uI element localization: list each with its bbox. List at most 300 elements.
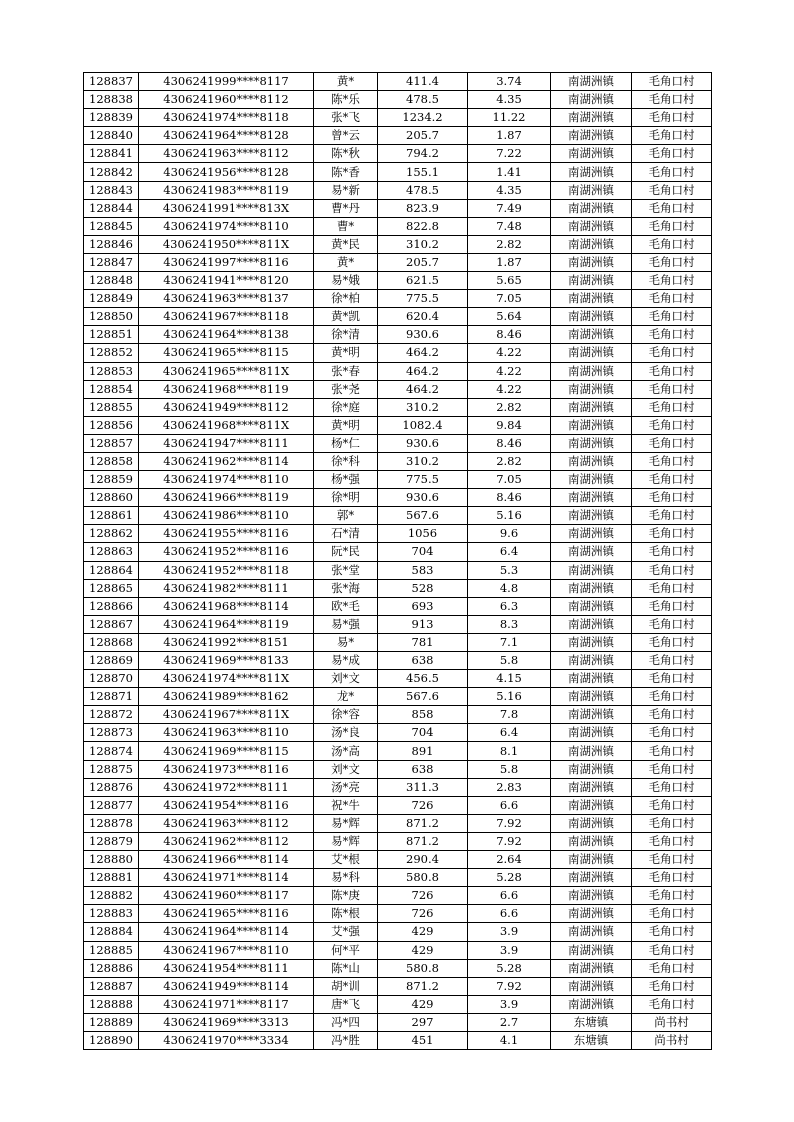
town-cell: 南湖洲镇 — [551, 706, 632, 724]
id-card-number-cell: 4306241960****8112 — [139, 91, 314, 109]
town-cell: 南湖洲镇 — [551, 127, 632, 145]
row-number-cell: 128851 — [84, 326, 139, 344]
id-card-number-cell: 4306241972****8111 — [139, 778, 314, 796]
area-cell: 429 — [378, 995, 468, 1013]
name-cell: 石*清 — [314, 525, 378, 543]
id-card-number-cell: 4306241960****8117 — [139, 887, 314, 905]
id-card-number-cell: 4306241986****8110 — [139, 507, 314, 525]
table-row — [84, 851, 712, 869]
area-cell: 871.2 — [378, 832, 468, 850]
row-number-cell: 128855 — [84, 398, 139, 416]
id-card-number-cell: 4306241967****8110 — [139, 941, 314, 959]
name-cell: 易*科 — [314, 869, 378, 887]
table-row — [84, 181, 712, 199]
town-cell: 南湖洲镇 — [551, 471, 632, 489]
name-cell: 张*飞 — [314, 109, 378, 127]
row-number-cell: 128842 — [84, 163, 139, 181]
area-cell: 704 — [378, 543, 468, 561]
id-card-number-cell: 4306241969****8115 — [139, 742, 314, 760]
table-row — [84, 814, 712, 832]
name-cell: 黄*凯 — [314, 308, 378, 326]
id-card-number-cell: 4306241955****8116 — [139, 525, 314, 543]
area-cell: 930.6 — [378, 434, 468, 452]
village-cell: 毛角口村 — [632, 561, 712, 579]
row-number-cell: 128862 — [84, 525, 139, 543]
town-cell: 南湖洲镇 — [551, 253, 632, 271]
table-row — [84, 1031, 712, 1049]
name-cell: 徐*明 — [314, 489, 378, 507]
village-cell: 毛角口村 — [632, 543, 712, 561]
amount-cell: 7.92 — [468, 832, 551, 850]
amount-cell: 3.9 — [468, 923, 551, 941]
area-cell: 913 — [378, 615, 468, 633]
village-cell: 毛角口村 — [632, 489, 712, 507]
area-cell: 310.2 — [378, 452, 468, 470]
area-cell: 478.5 — [378, 91, 468, 109]
row-number-cell: 128853 — [84, 362, 139, 380]
village-cell: 尚书村 — [632, 1013, 712, 1031]
id-card-number-cell: 4306241982****8111 — [139, 579, 314, 597]
table-row — [84, 832, 712, 850]
table-row — [84, 507, 712, 525]
village-cell: 毛角口村 — [632, 380, 712, 398]
row-number-cell: 128873 — [84, 724, 139, 742]
area-cell: 726 — [378, 887, 468, 905]
table-row — [84, 977, 712, 995]
name-cell: 黄* — [314, 73, 378, 91]
town-cell: 南湖洲镇 — [551, 507, 632, 525]
row-number-cell: 128885 — [84, 941, 139, 959]
town-cell: 南湖洲镇 — [551, 724, 632, 742]
village-cell: 毛角口村 — [632, 145, 712, 163]
amount-cell: 1.87 — [468, 127, 551, 145]
village-cell: 毛角口村 — [632, 597, 712, 615]
town-cell: 南湖洲镇 — [551, 181, 632, 199]
table-row — [84, 416, 712, 434]
area-cell: 930.6 — [378, 489, 468, 507]
row-number-cell: 128841 — [84, 145, 139, 163]
table-row — [84, 633, 712, 651]
table-row — [84, 905, 712, 923]
amount-cell: 7.8 — [468, 706, 551, 724]
amount-cell: 7.22 — [468, 145, 551, 163]
area-cell: 620.4 — [378, 308, 468, 326]
row-number-cell: 128869 — [84, 652, 139, 670]
town-cell: 南湖洲镇 — [551, 923, 632, 941]
town-cell: 南湖洲镇 — [551, 778, 632, 796]
row-number-cell: 128875 — [84, 760, 139, 778]
row-number-cell: 128867 — [84, 615, 139, 633]
area-cell: 781 — [378, 633, 468, 651]
town-cell: 南湖洲镇 — [551, 796, 632, 814]
id-card-number-cell: 4306241963****8110 — [139, 724, 314, 742]
village-cell: 毛角口村 — [632, 706, 712, 724]
id-card-number-cell: 4306241983****8119 — [139, 181, 314, 199]
id-card-number-cell: 4306241997****8116 — [139, 253, 314, 271]
amount-cell: 1.87 — [468, 253, 551, 271]
area-cell: 794.2 — [378, 145, 468, 163]
table-row — [84, 253, 712, 271]
amount-cell: 5.16 — [468, 507, 551, 525]
area-cell: 310.2 — [378, 235, 468, 253]
name-cell: 冯*四 — [314, 1013, 378, 1031]
table-row — [84, 471, 712, 489]
row-number-cell: 128852 — [84, 344, 139, 362]
village-cell: 毛角口村 — [632, 471, 712, 489]
village-cell: 毛角口村 — [632, 434, 712, 452]
name-cell: 徐*庭 — [314, 398, 378, 416]
amount-cell: 7.48 — [468, 217, 551, 235]
village-cell: 毛角口村 — [632, 525, 712, 543]
village-cell: 毛角口村 — [632, 652, 712, 670]
name-cell: 张*尧 — [314, 380, 378, 398]
id-card-number-cell: 4306241968****811X — [139, 416, 314, 434]
town-cell: 南湖洲镇 — [551, 145, 632, 163]
id-card-number-cell: 4306241991****813X — [139, 199, 314, 217]
row-number-cell: 128847 — [84, 253, 139, 271]
id-card-number-cell: 4306241968****8114 — [139, 597, 314, 615]
amount-cell: 3.9 — [468, 941, 551, 959]
village-cell: 毛角口村 — [632, 217, 712, 235]
village-cell: 毛角口村 — [632, 869, 712, 887]
area-cell: 464.2 — [378, 344, 468, 362]
table-row — [84, 398, 712, 416]
id-card-number-cell: 4306241952****8118 — [139, 561, 314, 579]
name-cell: 阮*民 — [314, 543, 378, 561]
id-card-number-cell: 4306241947****8111 — [139, 434, 314, 452]
town-cell: 南湖洲镇 — [551, 272, 632, 290]
amount-cell: 2.83 — [468, 778, 551, 796]
amount-cell: 6.4 — [468, 724, 551, 742]
area-cell: 290.4 — [378, 851, 468, 869]
amount-cell: 8.1 — [468, 742, 551, 760]
area-cell: 822.8 — [378, 217, 468, 235]
town-cell: 南湖洲镇 — [551, 959, 632, 977]
town-cell: 南湖洲镇 — [551, 652, 632, 670]
amount-cell: 11.22 — [468, 109, 551, 127]
name-cell: 艾*强 — [314, 923, 378, 941]
id-card-number-cell: 4306241969****8133 — [139, 652, 314, 670]
village-cell: 毛角口村 — [632, 959, 712, 977]
name-cell: 陈*乐 — [314, 91, 378, 109]
amount-cell: 7.49 — [468, 199, 551, 217]
amount-cell: 7.1 — [468, 633, 551, 651]
table-row — [84, 326, 712, 344]
row-number-cell: 128886 — [84, 959, 139, 977]
row-number-cell: 128848 — [84, 272, 139, 290]
village-cell: 毛角口村 — [632, 344, 712, 362]
table-row — [84, 91, 712, 109]
name-cell: 黄* — [314, 253, 378, 271]
row-number-cell: 128877 — [84, 796, 139, 814]
table-row — [84, 742, 712, 760]
amount-cell: 7.05 — [468, 471, 551, 489]
area-cell: 478.5 — [378, 181, 468, 199]
table-row — [84, 652, 712, 670]
amount-cell: 9.84 — [468, 416, 551, 434]
table-row — [84, 1013, 712, 1031]
table-row — [84, 489, 712, 507]
village-cell: 毛角口村 — [632, 633, 712, 651]
row-number-cell: 128838 — [84, 91, 139, 109]
id-card-number-cell: 4306241954****8116 — [139, 796, 314, 814]
town-cell: 南湖洲镇 — [551, 688, 632, 706]
table-row — [84, 344, 712, 362]
id-card-number-cell: 4306241956****8128 — [139, 163, 314, 181]
row-number-cell: 128871 — [84, 688, 139, 706]
row-number-cell: 128888 — [84, 995, 139, 1013]
town-cell: 南湖洲镇 — [551, 525, 632, 543]
village-cell: 毛角口村 — [632, 398, 712, 416]
table-row — [84, 434, 712, 452]
row-number-cell: 128882 — [84, 887, 139, 905]
area-cell: 464.2 — [378, 362, 468, 380]
town-cell: 南湖洲镇 — [551, 91, 632, 109]
town-cell: 南湖洲镇 — [551, 615, 632, 633]
table-row — [84, 615, 712, 633]
id-card-number-cell: 4306241973****8116 — [139, 760, 314, 778]
village-cell: 毛角口村 — [632, 796, 712, 814]
amount-cell: 2.7 — [468, 1013, 551, 1031]
name-cell: 陈*庚 — [314, 887, 378, 905]
amount-cell: 6.3 — [468, 597, 551, 615]
id-card-number-cell: 4306241949****8114 — [139, 977, 314, 995]
town-cell: 南湖洲镇 — [551, 380, 632, 398]
amount-cell: 4.35 — [468, 91, 551, 109]
id-card-number-cell: 4306241962****8112 — [139, 832, 314, 850]
name-cell: 刘*文 — [314, 760, 378, 778]
table-row — [84, 362, 712, 380]
id-card-number-cell: 4306241964****8114 — [139, 923, 314, 941]
town-cell: 南湖洲镇 — [551, 887, 632, 905]
row-number-cell: 128879 — [84, 832, 139, 850]
area-cell: 871.2 — [378, 977, 468, 995]
data-table — [83, 72, 712, 1050]
village-cell: 毛角口村 — [632, 977, 712, 995]
amount-cell: 5.28 — [468, 959, 551, 977]
id-card-number-cell: 4306241974****8110 — [139, 471, 314, 489]
id-card-number-cell: 4306241970****3334 — [139, 1031, 314, 1049]
area-cell: 297 — [378, 1013, 468, 1031]
name-cell: 陈*山 — [314, 959, 378, 977]
area-cell: 726 — [378, 796, 468, 814]
row-number-cell: 128866 — [84, 597, 139, 615]
area-cell: 1234.2 — [378, 109, 468, 127]
name-cell: 易*辉 — [314, 814, 378, 832]
village-cell: 毛角口村 — [632, 199, 712, 217]
row-number-cell: 128863 — [84, 543, 139, 561]
amount-cell: 8.3 — [468, 615, 551, 633]
village-cell: 毛角口村 — [632, 995, 712, 1013]
table-row — [84, 688, 712, 706]
village-cell: 毛角口村 — [632, 724, 712, 742]
name-cell: 祝*牛 — [314, 796, 378, 814]
town-cell: 南湖洲镇 — [551, 434, 632, 452]
amount-cell: 6.6 — [468, 796, 551, 814]
id-card-number-cell: 4306241941****8120 — [139, 272, 314, 290]
row-number-cell: 128874 — [84, 742, 139, 760]
table-row — [84, 543, 712, 561]
name-cell: 陈*香 — [314, 163, 378, 181]
area-cell: 429 — [378, 923, 468, 941]
table-row — [84, 760, 712, 778]
town-cell: 南湖洲镇 — [551, 452, 632, 470]
town-cell: 南湖洲镇 — [551, 869, 632, 887]
amount-cell: 4.22 — [468, 362, 551, 380]
amount-cell: 9.6 — [468, 525, 551, 543]
town-cell: 南湖洲镇 — [551, 163, 632, 181]
village-cell: 毛角口村 — [632, 290, 712, 308]
village-cell: 毛角口村 — [632, 760, 712, 778]
name-cell: 张*堂 — [314, 561, 378, 579]
amount-cell: 5.3 — [468, 561, 551, 579]
row-number-cell: 128854 — [84, 380, 139, 398]
id-card-number-cell: 4306241965****8116 — [139, 905, 314, 923]
table-row — [84, 272, 712, 290]
id-card-number-cell: 4306241950****811X — [139, 235, 314, 253]
area-cell: 429 — [378, 941, 468, 959]
area-cell: 1056 — [378, 525, 468, 543]
name-cell: 黄*明 — [314, 344, 378, 362]
amount-cell: 7.92 — [468, 977, 551, 995]
name-cell: 张*海 — [314, 579, 378, 597]
amount-cell: 7.05 — [468, 290, 551, 308]
table-row — [84, 452, 712, 470]
town-cell: 南湖洲镇 — [551, 290, 632, 308]
town-cell: 南湖洲镇 — [551, 633, 632, 651]
area-cell: 823.9 — [378, 199, 468, 217]
name-cell: 徐*柏 — [314, 290, 378, 308]
row-number-cell: 128868 — [84, 633, 139, 651]
village-cell: 毛角口村 — [632, 452, 712, 470]
village-cell: 毛角口村 — [632, 941, 712, 959]
amount-cell: 6.6 — [468, 905, 551, 923]
name-cell: 唐*飞 — [314, 995, 378, 1013]
village-cell: 毛角口村 — [632, 688, 712, 706]
village-cell: 毛角口村 — [632, 742, 712, 760]
row-number-cell: 128870 — [84, 670, 139, 688]
row-number-cell: 128849 — [84, 290, 139, 308]
area-cell: 583 — [378, 561, 468, 579]
amount-cell: 2.82 — [468, 452, 551, 470]
id-card-number-cell: 4306241964****8138 — [139, 326, 314, 344]
row-number-cell: 128861 — [84, 507, 139, 525]
town-cell: 南湖洲镇 — [551, 398, 632, 416]
name-cell: 杨*仁 — [314, 434, 378, 452]
id-card-number-cell: 4306241971****8117 — [139, 995, 314, 1013]
name-cell: 徐*容 — [314, 706, 378, 724]
name-cell: 陈*根 — [314, 905, 378, 923]
amount-cell: 5.8 — [468, 652, 551, 670]
id-card-number-cell: 4306241971****8114 — [139, 869, 314, 887]
town-cell: 南湖洲镇 — [551, 814, 632, 832]
table-row — [84, 109, 712, 127]
table-row — [84, 127, 712, 145]
area-cell: 858 — [378, 706, 468, 724]
name-cell: 曹*丹 — [314, 199, 378, 217]
area-cell: 871.2 — [378, 814, 468, 832]
village-cell: 毛角口村 — [632, 670, 712, 688]
name-cell: 张*春 — [314, 362, 378, 380]
id-card-number-cell: 4306241965****8115 — [139, 344, 314, 362]
village-cell: 毛角口村 — [632, 923, 712, 941]
name-cell: 徐*清 — [314, 326, 378, 344]
row-number-cell: 128856 — [84, 416, 139, 434]
area-cell: 411.4 — [378, 73, 468, 91]
town-cell: 南湖洲镇 — [551, 832, 632, 850]
row-number-cell: 128857 — [84, 434, 139, 452]
amount-cell: 3.9 — [468, 995, 551, 1013]
village-cell: 毛角口村 — [632, 887, 712, 905]
amount-cell: 6.6 — [468, 887, 551, 905]
id-card-number-cell: 4306241963****8137 — [139, 290, 314, 308]
id-card-number-cell: 4306241969****3313 — [139, 1013, 314, 1031]
table-row — [84, 561, 712, 579]
village-cell: 毛角口村 — [632, 109, 712, 127]
town-cell: 南湖洲镇 — [551, 760, 632, 778]
town-cell: 南湖洲镇 — [551, 597, 632, 615]
town-cell: 南湖洲镇 — [551, 344, 632, 362]
town-cell: 南湖洲镇 — [551, 235, 632, 253]
amount-cell: 4.15 — [468, 670, 551, 688]
amount-cell: 8.46 — [468, 326, 551, 344]
table-row — [84, 145, 712, 163]
town-cell: 南湖洲镇 — [551, 995, 632, 1013]
id-card-number-cell: 4306241989****8162 — [139, 688, 314, 706]
town-cell: 南湖洲镇 — [551, 199, 632, 217]
town-cell: 南湖洲镇 — [551, 326, 632, 344]
town-cell: 南湖洲镇 — [551, 543, 632, 561]
table-row — [84, 887, 712, 905]
row-number-cell: 128872 — [84, 706, 139, 724]
village-cell: 毛角口村 — [632, 778, 712, 796]
row-number-cell: 128843 — [84, 181, 139, 199]
row-number-cell: 128883 — [84, 905, 139, 923]
village-cell: 尚书村 — [632, 1031, 712, 1049]
table-row — [84, 724, 712, 742]
id-card-number-cell: 4306241964****8128 — [139, 127, 314, 145]
table-row — [84, 941, 712, 959]
area-cell: 726 — [378, 905, 468, 923]
area-cell: 693 — [378, 597, 468, 615]
town-cell: 南湖洲镇 — [551, 742, 632, 760]
name-cell: 易*娥 — [314, 272, 378, 290]
area-cell: 451 — [378, 1031, 468, 1049]
row-number-cell: 128889 — [84, 1013, 139, 1031]
row-number-cell: 128839 — [84, 109, 139, 127]
id-card-number-cell: 4306241967****8118 — [139, 308, 314, 326]
village-cell: 毛角口村 — [632, 615, 712, 633]
row-number-cell: 128876 — [84, 778, 139, 796]
name-cell: 黄*明 — [314, 416, 378, 434]
amount-cell: 5.28 — [468, 869, 551, 887]
amount-cell: 8.46 — [468, 434, 551, 452]
id-card-number-cell: 4306241952****8116 — [139, 543, 314, 561]
area-cell: 638 — [378, 652, 468, 670]
area-cell: 930.6 — [378, 326, 468, 344]
table-row — [84, 579, 712, 597]
row-number-cell: 128840 — [84, 127, 139, 145]
area-cell: 310.2 — [378, 398, 468, 416]
area-cell: 205.7 — [378, 127, 468, 145]
name-cell: 易* — [314, 633, 378, 651]
area-cell: 567.6 — [378, 507, 468, 525]
amount-cell: 2.82 — [468, 398, 551, 416]
village-cell: 毛角口村 — [632, 507, 712, 525]
town-cell: 南湖洲镇 — [551, 73, 632, 91]
amount-cell: 4.8 — [468, 579, 551, 597]
name-cell: 陈*秋 — [314, 145, 378, 163]
